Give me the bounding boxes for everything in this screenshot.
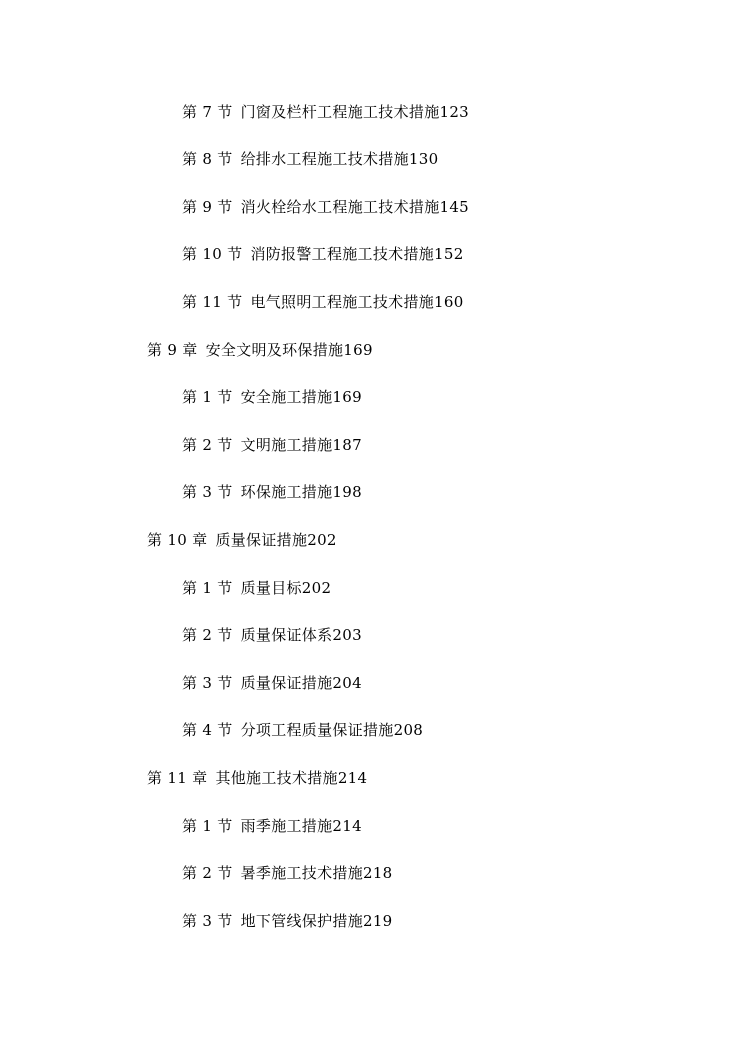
toc-entry-page: 203 xyxy=(332,626,362,644)
toc-entry-label: 第 11 章 xyxy=(147,769,208,787)
toc-entry-label: 第 2 节 xyxy=(182,626,233,644)
toc-entry-section-10[interactable] xyxy=(182,244,464,264)
toc-entry-title: 消火栓给水工程施工技术措施 xyxy=(240,198,440,216)
toc-entry-page: 130 xyxy=(408,150,439,168)
toc-entry-page: 214 xyxy=(332,817,362,835)
toc-entry-title: 暑季施工技术措施 xyxy=(240,864,363,882)
toc-entry-chapter-11-section-2[interactable] xyxy=(182,863,393,883)
toc-entry-label: 第 3 节 xyxy=(182,483,233,501)
toc-entry-title: 雨季施工措施 xyxy=(240,817,333,835)
toc-entry-title: 其他施工技术措施 xyxy=(215,769,338,787)
toc-entry-label: 第 1 节 xyxy=(182,579,233,597)
toc-entry-title: 安全施工措施 xyxy=(240,388,333,406)
toc-entry-page: 204 xyxy=(332,674,362,692)
toc-entry-section-9[interactable] xyxy=(182,197,469,217)
toc-entry-page: 219 xyxy=(363,912,393,930)
toc-entry-title: 质量保证体系 xyxy=(240,626,333,644)
toc-entry-chapter-9-section-1[interactable] xyxy=(182,387,362,407)
toc-entry-title: 门窗及栏杆工程施工技术措施 xyxy=(240,103,440,121)
toc-entry-page: 202 xyxy=(301,579,332,597)
toc-entry-title: 质量保证措施 xyxy=(240,674,333,692)
toc-entry-label: 第 1 节 xyxy=(182,388,233,406)
toc-entry-page: 202 xyxy=(307,531,337,549)
toc-entry-label: 第 7 节 xyxy=(182,103,233,121)
toc-entry-label: 第 4 节 xyxy=(182,721,233,739)
toc-entry-title: 安全文明及环保措施 xyxy=(205,341,344,359)
toc-entry-title: 分项工程质量保证措施 xyxy=(240,721,394,739)
toc-entry-page: 145 xyxy=(439,198,470,216)
toc-entry-chapter-11-section-3[interactable] xyxy=(182,911,393,931)
toc-entry-chapter-9[interactable] xyxy=(147,340,373,360)
toc-entry-chapter-9-section-2[interactable] xyxy=(182,435,362,455)
toc-entry-page: 169 xyxy=(332,388,362,406)
toc-entry-page: 218 xyxy=(363,864,393,882)
toc-entry-label: 第 1 节 xyxy=(182,817,233,835)
toc-entry-chapter-10[interactable] xyxy=(147,530,337,550)
toc-entry-chapter-10-section-1[interactable] xyxy=(182,578,331,598)
toc-entry-label: 第 9 节 xyxy=(182,198,233,216)
toc-entry-label: 第 2 节 xyxy=(182,864,233,882)
toc-entry-chapter-9-section-3[interactable] xyxy=(182,482,362,502)
toc-entry-label: 第 2 节 xyxy=(182,436,233,454)
toc-entry-title: 消防报警工程施工技术措施 xyxy=(250,245,435,263)
toc-entry-section-7[interactable] xyxy=(182,102,469,122)
toc-entry-title: 质量保证措施 xyxy=(215,531,308,549)
toc-entry-page: 208 xyxy=(393,721,424,739)
toc-entry-label: 第 10 章 xyxy=(147,531,208,549)
toc-entry-page: 169 xyxy=(343,341,373,359)
toc-entry-chapter-10-section-4[interactable] xyxy=(182,720,423,740)
toc-entry-title: 地下管线保护措施 xyxy=(240,912,363,930)
toc-entry-page: 152 xyxy=(434,245,464,263)
toc-entry-title: 质量目标 xyxy=(240,579,302,597)
toc-entry-page: 214 xyxy=(337,769,368,787)
toc-entry-title: 电气照明工程施工技术措施 xyxy=(250,293,435,311)
toc-entry-label: 第 9 章 xyxy=(147,341,198,359)
toc-entry-label: 第 3 节 xyxy=(182,912,233,930)
toc-entry-page: 123 xyxy=(439,103,470,121)
toc-entry-section-8[interactable] xyxy=(182,149,438,169)
toc-entry-label: 第 8 节 xyxy=(182,150,233,168)
toc-entry-chapter-10-section-3[interactable] xyxy=(182,673,362,693)
toc-entry-chapter-11[interactable] xyxy=(147,768,367,788)
toc-entry-chapter-10-section-2[interactable] xyxy=(182,625,362,645)
toc-entry-title: 环保施工措施 xyxy=(240,483,333,501)
toc-entry-section-11[interactable] xyxy=(182,292,464,312)
toc-entry-page: 160 xyxy=(434,293,464,311)
toc-entry-title: 文明施工措施 xyxy=(240,436,333,454)
toc-entry-page: 187 xyxy=(332,436,362,454)
toc-entry-label: 第 3 节 xyxy=(182,674,233,692)
toc-entry-title: 给排水工程施工技术措施 xyxy=(240,150,409,168)
toc-entry-chapter-11-section-1[interactable] xyxy=(182,816,362,836)
toc-entry-label: 第 10 节 xyxy=(182,245,243,263)
toc-entry-label: 第 11 节 xyxy=(182,293,243,311)
toc-entry-page: 198 xyxy=(332,483,362,501)
